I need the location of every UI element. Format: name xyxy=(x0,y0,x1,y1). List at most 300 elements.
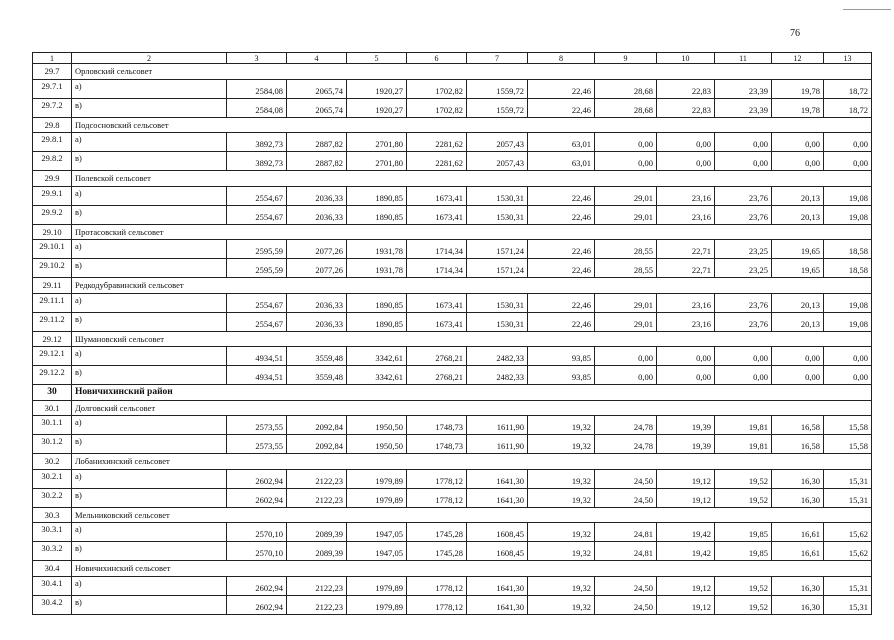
value-cell: 1931,78 xyxy=(347,259,407,278)
value-cell: 2065,74 xyxy=(287,79,347,98)
value-cell: 1673,41 xyxy=(407,312,467,331)
value-cell: 23,39 xyxy=(715,79,772,98)
value-cell: 2077,26 xyxy=(287,259,347,278)
value-cell: 2554,67 xyxy=(227,293,287,312)
row-code: 29.8.2 xyxy=(33,152,72,171)
value-cell: 2122,23 xyxy=(287,469,347,488)
value-cell: 2602,94 xyxy=(227,595,287,614)
table-row xyxy=(33,312,872,331)
value-cell: 23,76 xyxy=(715,186,772,205)
value-cell: 15,62 xyxy=(824,542,872,561)
value-cell: 93,85 xyxy=(528,366,595,385)
value-cell: 0,00 xyxy=(772,152,824,171)
value-cell: 23,16 xyxy=(657,293,715,312)
value-cell: 2573,55 xyxy=(227,435,287,454)
value-cell: 1778,12 xyxy=(407,488,467,507)
row-label: в) xyxy=(72,98,227,117)
value-cell: 2554,67 xyxy=(227,312,287,331)
value-cell: 19,52 xyxy=(715,576,772,595)
value-cell: 2584,08 xyxy=(227,98,287,117)
value-cell: 16,30 xyxy=(772,576,824,595)
table-row xyxy=(33,152,872,171)
value-cell: 1641,30 xyxy=(467,576,528,595)
value-cell: 23,76 xyxy=(715,205,772,224)
value-cell: 1611,90 xyxy=(467,416,528,435)
value-cell: 1571,24 xyxy=(467,259,528,278)
value-cell: 23,25 xyxy=(715,240,772,259)
value-cell: 2036,33 xyxy=(287,293,347,312)
value-cell: 1702,82 xyxy=(407,98,467,117)
column-number: 6 xyxy=(407,53,467,64)
value-cell: 15,58 xyxy=(824,435,872,454)
value-cell: 0,00 xyxy=(715,133,772,152)
value-cell: 22,46 xyxy=(528,240,595,259)
table-row xyxy=(33,542,872,561)
row-label: в) xyxy=(72,205,227,224)
value-cell: 3342,61 xyxy=(347,347,407,366)
value-cell: 2057,43 xyxy=(467,152,528,171)
value-cell: 19,08 xyxy=(824,312,872,331)
value-cell: 1979,89 xyxy=(347,488,407,507)
row-code: 29.12 xyxy=(33,331,72,347)
value-cell: 1571,24 xyxy=(467,240,528,259)
value-cell: 0,00 xyxy=(657,133,715,152)
value-cell: 2281,62 xyxy=(407,152,467,171)
table-row xyxy=(33,186,872,205)
value-cell: 2554,67 xyxy=(227,205,287,224)
row-label: а) xyxy=(72,416,227,435)
value-cell: 19,12 xyxy=(657,488,715,507)
section-title: Полевской сельсовет xyxy=(72,171,872,187)
section-row xyxy=(33,507,872,523)
row-label: в) xyxy=(72,312,227,331)
section-title: Мельниковский сельсовет xyxy=(72,507,872,523)
value-cell: 2122,23 xyxy=(287,488,347,507)
row-label: а) xyxy=(72,347,227,366)
value-cell: 22,71 xyxy=(657,259,715,278)
section-title: Протасовский сельсовет xyxy=(72,224,872,240)
value-cell: 22,46 xyxy=(528,293,595,312)
value-cell: 22,83 xyxy=(657,79,715,98)
row-code: 29.7.1 xyxy=(33,79,72,98)
value-cell: 28,68 xyxy=(595,79,657,98)
value-cell: 24,78 xyxy=(595,416,657,435)
column-number: 9 xyxy=(595,53,657,64)
row-code: 29.12.2 xyxy=(33,366,72,385)
value-cell: 19,12 xyxy=(657,576,715,595)
row-code: 29.8 xyxy=(33,117,72,133)
value-cell: 19,85 xyxy=(715,523,772,542)
top-rule-line xyxy=(843,9,891,10)
value-cell: 23,76 xyxy=(715,312,772,331)
value-cell: 18,72 xyxy=(824,79,872,98)
value-cell: 1890,85 xyxy=(347,293,407,312)
value-cell: 19,12 xyxy=(657,595,715,614)
value-cell: 2092,84 xyxy=(287,416,347,435)
value-cell: 15,31 xyxy=(824,488,872,507)
section-row xyxy=(33,331,872,347)
value-cell: 29,01 xyxy=(595,205,657,224)
value-cell: 2089,39 xyxy=(287,542,347,561)
value-cell: 22,46 xyxy=(528,186,595,205)
section-title: Редкодубравинский сельсовет xyxy=(72,278,872,294)
value-cell: 19,52 xyxy=(715,488,772,507)
value-cell: 16,30 xyxy=(772,595,824,614)
value-cell: 19,32 xyxy=(528,576,595,595)
value-cell: 4934,51 xyxy=(227,366,287,385)
section-row xyxy=(33,64,872,80)
column-number: 1 xyxy=(33,53,72,64)
row-code: 29.8.1 xyxy=(33,133,72,152)
table-row xyxy=(33,205,872,224)
row-code: 30.3.1 xyxy=(33,523,72,542)
table-row xyxy=(33,347,872,366)
value-cell: 19,32 xyxy=(528,416,595,435)
value-cell: 2065,74 xyxy=(287,98,347,117)
value-cell: 0,00 xyxy=(824,133,872,152)
table-row xyxy=(33,293,872,312)
row-label: в) xyxy=(72,488,227,507)
value-cell: 19,32 xyxy=(528,488,595,507)
value-cell: 0,00 xyxy=(715,347,772,366)
value-cell: 1559,72 xyxy=(467,98,528,117)
value-cell: 18,72 xyxy=(824,98,872,117)
section-title: Шумановский сельсовет xyxy=(72,331,872,347)
value-cell: 0,00 xyxy=(595,347,657,366)
value-cell: 1950,50 xyxy=(347,435,407,454)
value-cell: 0,00 xyxy=(657,347,715,366)
row-code: 30.1.2 xyxy=(33,435,72,454)
row-code: 30.4.2 xyxy=(33,595,72,614)
value-cell: 1673,41 xyxy=(407,186,467,205)
district-title: Новичихинский район xyxy=(72,385,872,401)
row-label: в) xyxy=(72,259,227,278)
value-cell: 15,62 xyxy=(824,523,872,542)
value-cell: 0,00 xyxy=(772,133,824,152)
value-cell: 23,39 xyxy=(715,98,772,117)
column-number: 8 xyxy=(528,53,595,64)
row-code: 29.9.2 xyxy=(33,205,72,224)
value-cell: 1608,45 xyxy=(467,523,528,542)
column-number: 4 xyxy=(287,53,347,64)
row-code: 29.10 xyxy=(33,224,72,240)
value-cell: 3559,48 xyxy=(287,366,347,385)
value-cell: 19,08 xyxy=(824,205,872,224)
value-cell: 2089,39 xyxy=(287,523,347,542)
table-row xyxy=(33,576,872,595)
table-row xyxy=(33,366,872,385)
table-row xyxy=(33,435,872,454)
value-cell: 19,42 xyxy=(657,523,715,542)
column-number: 11 xyxy=(715,53,772,64)
value-cell: 1890,85 xyxy=(347,205,407,224)
value-cell: 16,61 xyxy=(772,523,824,542)
value-cell: 15,58 xyxy=(824,416,872,435)
value-cell: 1673,41 xyxy=(407,205,467,224)
column-number: 2 xyxy=(72,53,227,64)
value-cell: 1611,90 xyxy=(467,435,528,454)
value-cell: 23,76 xyxy=(715,293,772,312)
value-cell: 19,32 xyxy=(528,435,595,454)
column-number: 13 xyxy=(824,53,872,64)
value-cell: 22,46 xyxy=(528,205,595,224)
value-cell: 19,78 xyxy=(772,79,824,98)
value-cell: 16,58 xyxy=(772,416,824,435)
row-code: 30.2.2 xyxy=(33,488,72,507)
section-title: Орловский сельсовет xyxy=(72,64,872,80)
value-cell: 20,13 xyxy=(772,186,824,205)
value-cell: 2036,33 xyxy=(287,186,347,205)
district-row xyxy=(33,385,872,401)
row-code: 29.11 xyxy=(33,278,72,294)
value-cell: 0,00 xyxy=(824,347,872,366)
value-cell: 1979,89 xyxy=(347,469,407,488)
value-cell: 16,30 xyxy=(772,488,824,507)
value-cell: 2092,84 xyxy=(287,435,347,454)
value-cell: 1947,05 xyxy=(347,523,407,542)
row-code: 29.7.2 xyxy=(33,98,72,117)
value-cell: 24,81 xyxy=(595,542,657,561)
value-cell: 2570,10 xyxy=(227,523,287,542)
value-cell: 1778,12 xyxy=(407,469,467,488)
value-cell: 20,13 xyxy=(772,293,824,312)
value-cell: 2573,55 xyxy=(227,416,287,435)
value-cell: 16,30 xyxy=(772,469,824,488)
value-cell: 2701,80 xyxy=(347,152,407,171)
value-cell: 23,16 xyxy=(657,205,715,224)
value-cell: 19,81 xyxy=(715,416,772,435)
row-code: 29.9.1 xyxy=(33,186,72,205)
section-row xyxy=(33,561,872,577)
value-cell: 19,78 xyxy=(772,98,824,117)
value-cell: 63,01 xyxy=(528,133,595,152)
value-cell: 15,31 xyxy=(824,595,872,614)
value-cell: 2281,62 xyxy=(407,133,467,152)
value-cell: 19,81 xyxy=(715,435,772,454)
value-cell: 2584,08 xyxy=(227,79,287,98)
value-cell: 1748,73 xyxy=(407,416,467,435)
value-cell: 1608,45 xyxy=(467,542,528,561)
row-code: 30.4.1 xyxy=(33,576,72,595)
value-cell: 2482,33 xyxy=(467,347,528,366)
value-cell: 3892,73 xyxy=(227,152,287,171)
value-cell: 2482,33 xyxy=(467,366,528,385)
value-cell: 0,00 xyxy=(715,152,772,171)
column-number: 5 xyxy=(347,53,407,64)
row-label: в) xyxy=(72,152,227,171)
row-label: а) xyxy=(72,79,227,98)
row-code: 30.3.2 xyxy=(33,542,72,561)
value-cell: 19,52 xyxy=(715,595,772,614)
value-cell: 2036,33 xyxy=(287,205,347,224)
value-cell: 2554,67 xyxy=(227,186,287,205)
row-label: а) xyxy=(72,469,227,488)
value-cell: 19,65 xyxy=(772,259,824,278)
value-cell: 63,01 xyxy=(528,152,595,171)
value-cell: 1748,73 xyxy=(407,435,467,454)
value-cell: 1979,89 xyxy=(347,576,407,595)
row-label: в) xyxy=(72,366,227,385)
value-cell: 2602,94 xyxy=(227,488,287,507)
section-row xyxy=(33,117,872,133)
row-code: 30.4 xyxy=(33,561,72,577)
value-cell: 20,13 xyxy=(772,205,824,224)
value-cell: 22,46 xyxy=(528,79,595,98)
section-row xyxy=(33,400,872,416)
value-cell: 19,12 xyxy=(657,469,715,488)
value-cell: 22,83 xyxy=(657,98,715,117)
row-label: а) xyxy=(72,133,227,152)
row-code: 29.7 xyxy=(33,64,72,80)
row-code: 30.2.1 xyxy=(33,469,72,488)
value-cell: 23,16 xyxy=(657,312,715,331)
value-cell: 16,58 xyxy=(772,435,824,454)
value-cell: 18,58 xyxy=(824,240,872,259)
value-cell: 18,58 xyxy=(824,259,872,278)
value-cell: 2887,82 xyxy=(287,133,347,152)
row-code: 30.3 xyxy=(33,507,72,523)
row-code: 29.9 xyxy=(33,171,72,187)
value-cell: 29,01 xyxy=(595,312,657,331)
column-number: 10 xyxy=(657,53,715,64)
value-cell: 2057,43 xyxy=(467,133,528,152)
value-cell: 1890,85 xyxy=(347,312,407,331)
value-cell: 1745,28 xyxy=(407,542,467,561)
value-cell: 0,00 xyxy=(595,133,657,152)
table-row xyxy=(33,259,872,278)
value-cell: 24,78 xyxy=(595,435,657,454)
value-cell: 1673,41 xyxy=(407,293,467,312)
value-cell: 24,50 xyxy=(595,595,657,614)
row-code: 29.10.1 xyxy=(33,240,72,259)
value-cell: 1979,89 xyxy=(347,595,407,614)
value-cell: 19,42 xyxy=(657,542,715,561)
value-cell: 2595,59 xyxy=(227,240,287,259)
value-cell: 1714,34 xyxy=(407,240,467,259)
section-row xyxy=(33,278,872,294)
value-cell: 1641,30 xyxy=(467,469,528,488)
row-label: в) xyxy=(72,435,227,454)
value-cell: 1931,78 xyxy=(347,240,407,259)
value-cell: 1530,31 xyxy=(467,293,528,312)
value-cell: 23,16 xyxy=(657,186,715,205)
value-cell: 22,71 xyxy=(657,240,715,259)
value-cell: 16,61 xyxy=(772,542,824,561)
table-body xyxy=(33,53,872,615)
row-code: 29.10.2 xyxy=(33,259,72,278)
value-cell: 19,32 xyxy=(528,469,595,488)
table-row xyxy=(33,416,872,435)
value-cell: 4934,51 xyxy=(227,347,287,366)
value-cell: 1530,31 xyxy=(467,205,528,224)
table-row xyxy=(33,469,872,488)
value-cell: 2768,21 xyxy=(407,347,467,366)
row-code: 29.12.1 xyxy=(33,347,72,366)
value-cell: 19,08 xyxy=(824,293,872,312)
value-cell: 2570,10 xyxy=(227,542,287,561)
table-row xyxy=(33,79,872,98)
value-cell: 19,08 xyxy=(824,186,872,205)
value-cell: 23,25 xyxy=(715,259,772,278)
row-label: а) xyxy=(72,576,227,595)
value-cell: 22,46 xyxy=(528,259,595,278)
value-cell: 3892,73 xyxy=(227,133,287,152)
value-cell: 0,00 xyxy=(595,366,657,385)
value-cell: 0,00 xyxy=(772,366,824,385)
value-cell: 2602,94 xyxy=(227,576,287,595)
section-title: Новичихинский сельсовет xyxy=(72,561,872,577)
row-label: в) xyxy=(72,542,227,561)
value-cell: 2122,23 xyxy=(287,576,347,595)
column-number-row xyxy=(33,53,872,64)
row-code: 29.11.1 xyxy=(33,293,72,312)
row-label: а) xyxy=(72,523,227,542)
value-cell: 2077,26 xyxy=(287,240,347,259)
value-cell: 2768,21 xyxy=(407,366,467,385)
value-cell: 0,00 xyxy=(824,366,872,385)
value-cell: 1530,31 xyxy=(467,312,528,331)
row-code: 30 xyxy=(33,385,72,401)
value-cell: 0,00 xyxy=(657,152,715,171)
section-title: Долговский сельсовет xyxy=(72,400,872,416)
table-row xyxy=(33,488,872,507)
row-code: 29.11.2 xyxy=(33,312,72,331)
value-cell: 24,81 xyxy=(595,523,657,542)
value-cell: 1890,85 xyxy=(347,186,407,205)
column-number: 12 xyxy=(772,53,824,64)
row-code: 30.1.1 xyxy=(33,416,72,435)
value-cell: 1920,27 xyxy=(347,79,407,98)
table-row xyxy=(33,98,872,117)
table-row xyxy=(33,240,872,259)
value-cell: 19,39 xyxy=(657,435,715,454)
value-cell: 2122,23 xyxy=(287,595,347,614)
value-cell: 2602,94 xyxy=(227,469,287,488)
value-cell: 19,32 xyxy=(528,523,595,542)
value-cell: 1641,30 xyxy=(467,595,528,614)
value-cell: 28,55 xyxy=(595,240,657,259)
value-cell: 28,68 xyxy=(595,98,657,117)
value-cell: 3342,61 xyxy=(347,366,407,385)
column-number: 7 xyxy=(467,53,528,64)
value-cell: 22,46 xyxy=(528,98,595,117)
value-cell: 1530,31 xyxy=(467,186,528,205)
row-label: в) xyxy=(72,595,227,614)
section-row xyxy=(33,224,872,240)
page-number: 76 xyxy=(790,28,800,39)
value-cell: 1702,82 xyxy=(407,79,467,98)
value-cell: 0,00 xyxy=(657,366,715,385)
value-cell: 1947,05 xyxy=(347,542,407,561)
value-cell: 19,39 xyxy=(657,416,715,435)
tariff-table xyxy=(32,52,872,615)
value-cell: 1950,50 xyxy=(347,416,407,435)
value-cell: 1778,12 xyxy=(407,595,467,614)
section-title: Подсосновский сельсовет xyxy=(72,117,872,133)
row-label: а) xyxy=(72,293,227,312)
value-cell: 28,55 xyxy=(595,259,657,278)
row-label: а) xyxy=(72,186,227,205)
value-cell: 19,32 xyxy=(528,542,595,561)
value-cell: 93,85 xyxy=(528,347,595,366)
table-row xyxy=(33,523,872,542)
value-cell: 3559,48 xyxy=(287,347,347,366)
value-cell: 0,00 xyxy=(824,152,872,171)
value-cell: 19,65 xyxy=(772,240,824,259)
value-cell: 19,52 xyxy=(715,469,772,488)
value-cell: 0,00 xyxy=(772,347,824,366)
value-cell: 24,50 xyxy=(595,469,657,488)
